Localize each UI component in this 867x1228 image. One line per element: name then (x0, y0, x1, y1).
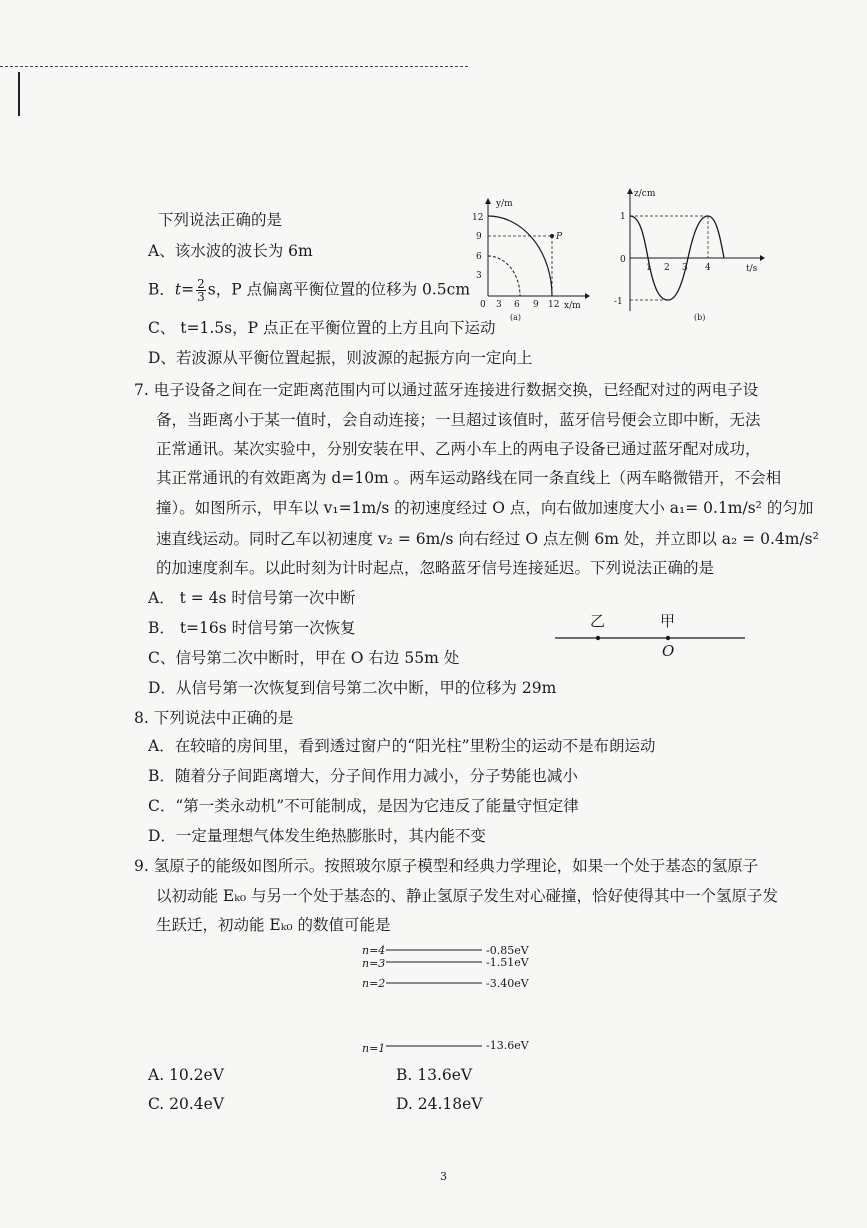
q6-option-d: D、若波源从平衡位置起振，则波源的起振方向一定向上 (148, 349, 533, 367)
q7-line-2: 备，当距离小于某一值时，会自动连接；一旦超过该值时，蓝牙信号便会立即中断，无法 (156, 411, 761, 429)
fraction: $\frac{2}{3}$ (197, 277, 205, 304)
figure-b-vibration-graph (610, 186, 770, 322)
fig-a-caption: (a) (510, 313, 522, 322)
q7-line-1: 7. 电子设备之间在一定距离范围内可以通过蓝牙连接进行数据交换，已经配对过的两电子设 (134, 381, 759, 399)
margin-mark (18, 72, 20, 116)
q6-stem: 下列说法正确的是 (158, 211, 283, 229)
q8-option-c: C．“第一类永动机”不可能制成，是因为它违反了能量守恒定律 (148, 797, 579, 815)
level-n3-energy: -1.51eV (486, 956, 529, 969)
fig-a-point-p: P (556, 232, 563, 242)
q9-option-d: D. 24.18eV (396, 1095, 483, 1113)
q7-line-5: 撞）。如图所示，甲车以 v₁=1m/s 的初速度经过 O 点，向右做加速度大小 a₁= 0.1m/s² 的匀加 (156, 499, 814, 517)
fig-a-xtick-9: 9 (533, 300, 539, 310)
q7-option-a: A． t = 4s 时信号第一次中断 (148, 589, 356, 607)
fig-b-ytick-neg1: -1 (614, 297, 623, 307)
page-number: 3 (440, 1170, 447, 1183)
q7-option-d: D．从信号第一次恢复到信号第二次中断，甲的位移为 29m (148, 679, 557, 697)
fig-b-xtick-1: 1 (646, 263, 652, 273)
level-n2-energy: -3.40eV (486, 977, 529, 990)
q8-option-d: D．一定量理想气体发生绝热膨胀时，其内能不变 (148, 827, 486, 845)
fig-a-ytick-12: 12 (472, 213, 484, 223)
fig-b-xtick-3: 3 (682, 263, 688, 273)
fig-b-caption: (b) (694, 313, 706, 322)
level-n2-label: n=2 (362, 977, 386, 990)
q7-label-yi: 乙 (590, 612, 606, 630)
fig-a-xtick-3: 3 (496, 300, 502, 310)
q9-line-1: 9. 氢原子的能级如图所示。按照玻尔原子模型和经典力学理论，如果一个处于基态的氢原子 (134, 857, 759, 875)
fig-a-origin: 0 (480, 300, 486, 310)
q7-track-diagram (550, 608, 750, 660)
q8-stem: 8. 下列说法中正确的是 (134, 709, 294, 727)
fig-b-xlabel: t/s (746, 264, 758, 274)
q7-line-6: 速直线运动。同时乙车以初速度 v₂ = 6m/s 向右经过 O 点左侧 6m 处，并立即以 a₂ = 0.4m/s² (156, 530, 819, 548)
q7-line-3: 正常通讯。某次实验中，分别安装在甲、乙两小车上的两电子设备已通过蓝牙配对成功， (156, 440, 761, 458)
q7-label-jia: 甲 (660, 612, 676, 630)
q6-option-c: C、 t=1.5s，P 点正在平衡位置的上方且向下运动 (148, 319, 496, 337)
q9-option-a: A. 10.2eV (148, 1066, 224, 1084)
fig-a-xtick-6: 6 (514, 300, 520, 310)
q7-label-o: O (662, 642, 675, 660)
fig-b-ytick-0: 0 (620, 255, 626, 265)
level-n4-energy: -0.85eV (486, 944, 529, 957)
level-n3-label: n=3 (362, 957, 386, 970)
fig-a-ytick-3: 3 (476, 271, 482, 281)
q9-option-b: B. 13.6eV (396, 1066, 473, 1084)
q7-option-c: C、信号第二次中断时，甲在 O 右边 55m 处 (148, 649, 460, 667)
q9-line-2: 以初动能 Eₖ₀ 与另一个处于基态的、静止氢原子发生对心碰撞，恰好使得其中一个氢原子发 (156, 887, 779, 905)
top-dashed-rule (0, 66, 468, 67)
fig-a-xlabel: x/m (564, 301, 581, 311)
fig-a-ytick-9: 9 (476, 232, 482, 242)
fig-a-xtick-12: 12 (548, 300, 560, 310)
q8-option-b: B．随着分子间距离增大，分子间作用力减小，分子势能也减小 (148, 767, 578, 785)
fig-b-ylabel: z/cm (634, 189, 656, 199)
fig-b-xtick-4: 4 (705, 263, 711, 273)
q9-option-c: C. 20.4eV (148, 1095, 225, 1113)
energy-level-diagram (350, 938, 550, 1060)
figure-a-wave-graph (470, 196, 590, 322)
q6-option-b: B．t= $\frac{2}{3}$ s，P 点偏离平衡位置的位移为 0.5cm (148, 277, 471, 304)
fig-a-ylabel: y/m (496, 199, 513, 209)
q9-line-3: 生跃迁，初动能 Eₖ₀ 的数值可能是 (156, 916, 391, 934)
fig-b-ytick-1: 1 (620, 212, 626, 222)
q6-option-a: A、该水波的波长为 6m (148, 242, 313, 260)
level-n4-label: n=4 (362, 944, 386, 957)
level-n1-label: n=1 (362, 1042, 386, 1055)
level-n1-energy: -13.6eV (486, 1039, 529, 1052)
fig-b-xtick-2: 2 (664, 263, 670, 273)
q7-line-4: 其正常通讯的有效距离为 d=10m 。两车运动路线在同一条直线上（两车略微错开，不会相 (156, 469, 782, 487)
q7-line-7: 的加速度刹车。以此时刻为计时起点，忽略蓝牙信号连接延迟。下列说法正确的是 (156, 559, 715, 577)
fig-a-ytick-6: 6 (476, 252, 482, 262)
q7-option-b: B． t=16s 时信号第一次恢复 (148, 619, 356, 637)
q8-option-a: A．在较暗的房间里，看到透过窗户的“阳光柱”里粉尘的运动不是布朗运动 (148, 737, 656, 755)
